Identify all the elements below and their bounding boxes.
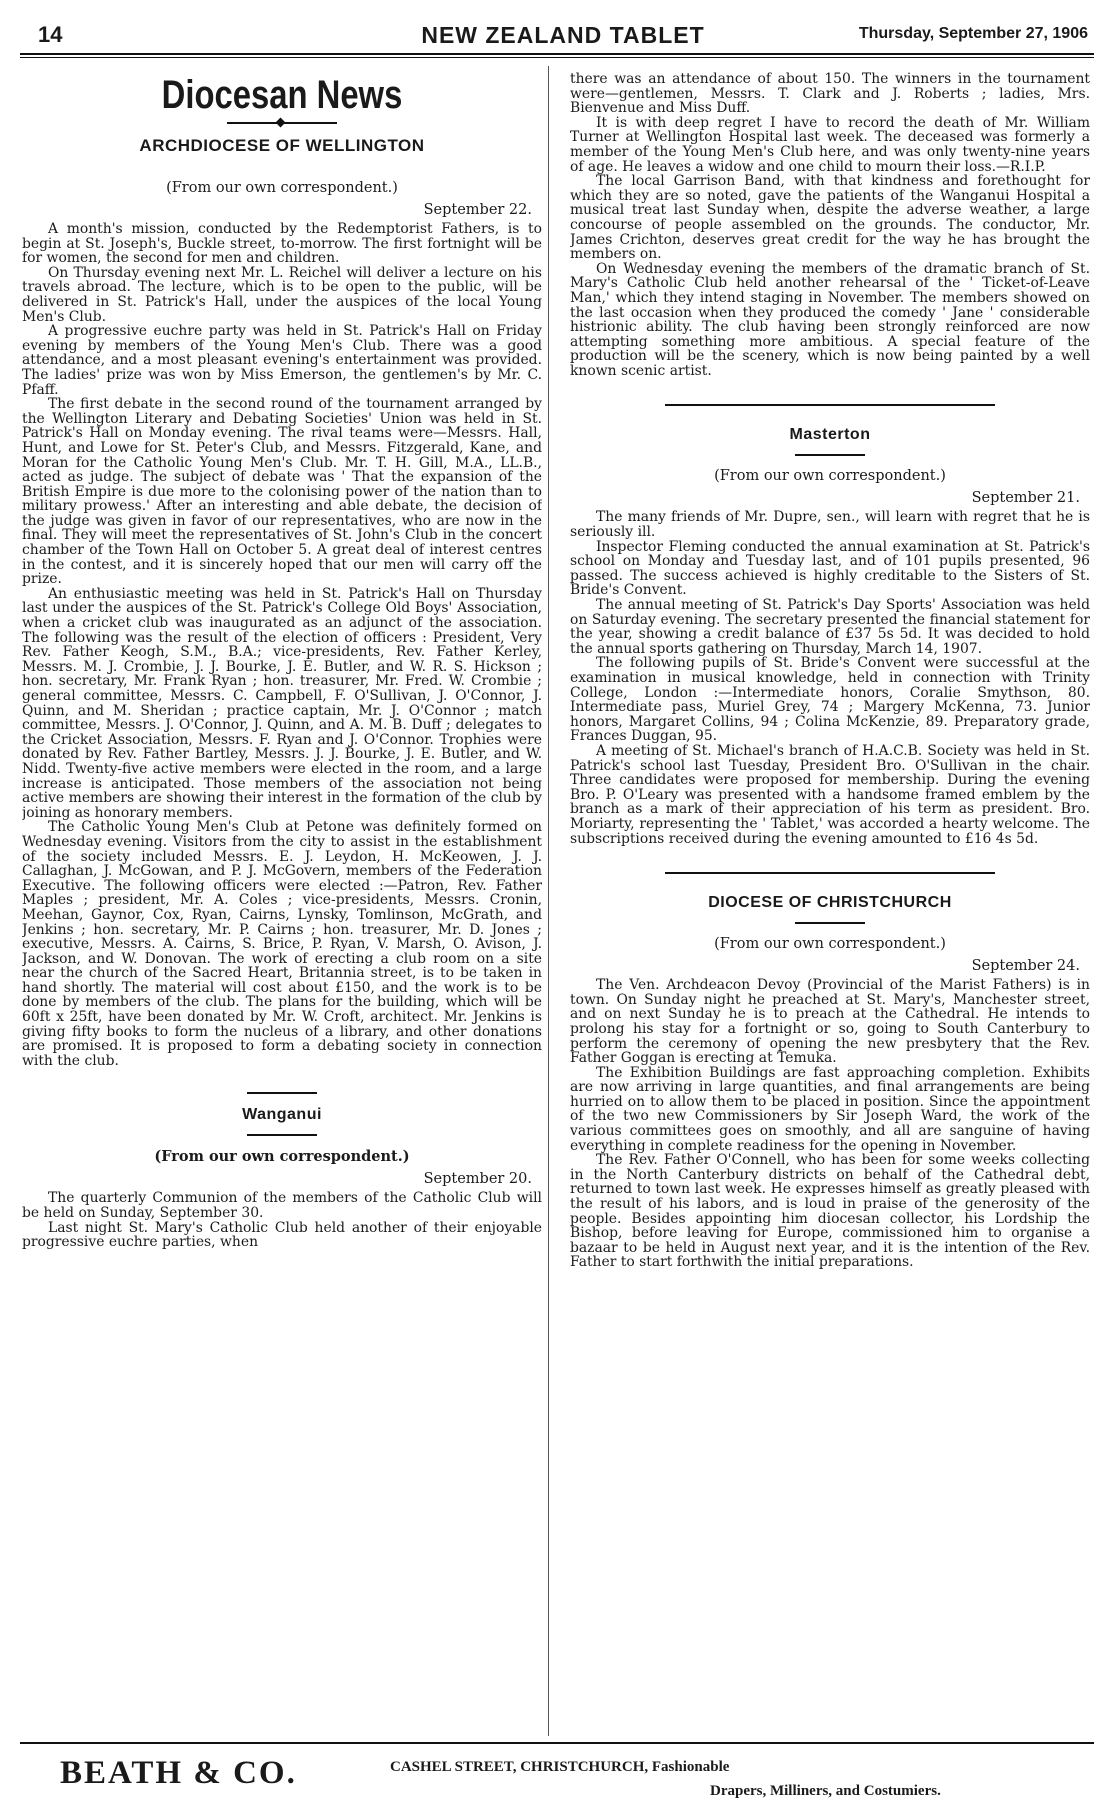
masthead <box>38 22 1088 52</box>
article-paragraph: The Exhibition Buildings are fast approaching completion. Exhibits are now arriving in large quantities, and final arrangements are being hurried on to allow them to be placed in position. Since the appointment of the two new Commissioners by Sir Joseph Ward, the work of the various committees goes on smoothly, and all are sanguine of having everything in complete readiness for the opening in November. <box>570 1064 1090 1154</box>
advertiser-trades: Drapers, Milliners, and Costumiers. <box>710 1783 941 1799</box>
article-paragraph: A meeting of St. Michael's branch of H.A.C.B. Society was held in St. Patrick's school last Tuesday, President Bro. O'Sullivan in the chair. Three candidates were proposed for membership. During the evening Bro. P. O'Leary was presented with a handsome framed emblem by the branch as a mark of their appreciation of his term as president. Bro. Moriarty, representing the ' Tablet,' was accorded a hearty welcome. The subscriptions received during the evening amounted to £16 4s 5d. <box>570 742 1090 847</box>
publication-title: NEW ZEALAND TABLET <box>421 22 705 48</box>
article-paragraph: there was an attendance of about 150. The winners in the tournament were—gentlemen, Messrs. T. Clark and J. Roberts ; ladies, Mrs. Bienvenue and Miss Duff. <box>570 72 1090 117</box>
article-paragraph: The local Garrison Band, with that kindness and forethought for which they are so noted, gave the patients of the Wanganui Hospital a musical treat last Sunday when, despite the adverse weather, a large concourse of people assembled on the grounds. The conductor, Mr. James Crichton, deserves great credit for the way he has brought the members on. <box>570 173 1090 263</box>
right-column <box>570 72 1090 1737</box>
article-paragraph: The Catholic Young Men's Club at Petone was definitely formed on Wednesday evening. Visitors from the city to assist in the establishment of the society included Messrs. E. J. Leydon, H. McKeowen, J. J. Callaghan, J. McGowan, and P. J. McGovern, members of the Federation Executive. The following officers were elected :—Patron, Rev. Father Maples ; president, Mr. A. Coles ; vice-presidents, Messrs. Cronin, Meehan, Gaynor, Cox, Ryan, Cairns, Lynsky, Tomlinson, McGrath, and Jenkins ; hon. secretary, Mr. P. Cairns ; hon. treasurer, Mr. D. Jones ; executive, Messrs. A. Cairns, S. Brice, P. Ryan, V. Marsh, O. Avison, J. Jackson, and W. Donovan. The work of erecting a club room on a site near the church of the Sacred Heart, Britannia street, is to be taken in hand shortly. The material will cost about £150, and the work is to be done by members of the club. The plans for the building, which will be 60ft x 25ft, have been donated by Mr. W. Croft, architect. Mr. Jenkins is giving fifty books to form the nucleus of a library, and other donations are promised. It is proposed to form a debating society in connection with the club. <box>22 819 542 1069</box>
section-rule <box>247 1092 317 1094</box>
article-paragraph: The annual meeting of St. Patrick's Day Sports' Association was held on Saturday evening. The secretary presented the financial statement for the year, showing a credit balance of £37 5s 5d. It was decided to hold the annual sports gathering on Thursday, March 14, 1907. <box>570 597 1090 657</box>
section-rule <box>795 454 865 456</box>
section-heading-masterton: Masterton <box>789 426 871 444</box>
section-rule <box>665 404 995 406</box>
article-paragraph: An enthusiastic meeting was held in St. Patrick's Hall on Thursday last under the auspices of the St. Patrick's College Old Boys' Association, when a cricket club was inaugurated as an adjunct of the association. The following was the result of the election of officers : President, Very Rev. Father Keogh, S.M., B.A.; vice-presidents, Rev. Father Kerley, Messrs. M. J. Crombie, J. J. Bourke, J. E. Butler, and W. R. S. Hickson ; hon. secretary, Mr. Frank Ryan ; hon. treasurer, Mr. Fred. W. Crombie ; general committee, Messrs. C. Campbell, F. O'Sullivan, J. O'Connor, J. Quinn, and M. Sheridan ; practice captain, Mr. J. O'Connor ; match committee, Messrs. J. O'Connor, J. Quinn, and A. M. B. Duff ; delegates to the Cricket Association, Messrs. F. Ryan and J. O'Connor. Trophies were donated by Rev. Father Bartley, Messrs. J. J. Bourke, J. E. Butler, and W. Nidd. Twenty-five active members were elected in the room, and a large increase is anticipated. Those members of the association not being active members are showing their interest in the formation of the club by joining as honorary members. <box>22 585 542 821</box>
dateline: September 22. <box>423 202 532 218</box>
correspondent-line: (From our own correspondent.) <box>714 468 946 485</box>
dateline: September 20. <box>423 1171 532 1188</box>
article-paragraph: The Rev. Father O'Connell, who has been for some weeks collecting in the North Canterbury districts on behalf of the Cathedral debt, returned to town last week. He expresses himself as greatly pleased with the result of his labors, and is loud in praise of the generosity of the people. Besides appointing him diocesan collector, his Lordship the Bishop, before leaving for Europe, commissioned him to organise a bazaar to be held in August next year, and it is the intention of the Rev. Father to start forthwith the initial preparations. <box>570 1152 1090 1271</box>
masthead-rule-thin <box>20 57 1094 58</box>
column-divider <box>548 66 549 1736</box>
article-paragraph: The first debate in the second round of the tournament arranged by the Wellington Literary and Debating Societies' Union was held in St. Patrick's Hall on Monday evening. The rival teams were—Messrs. Hall, Hunt, and Lowe for St. Peter's Club, and Messrs. Fitzgerald, Kane, and Moran for the Catholic Young Men's Club. Mr. T. H. Gill, M.A., LL.B., acted as judge. The subject of debate was ' That the expansion of the British Empire is due more to the colonising power of the nation than to military prowess.' After an interesting and able debate, the decision of the judge was given in favor of our representatives, who are now in the final. They will meet the representatives of St. John's Club in the concert chamber of the Town Hall on October 5. A great deal of interest centres in the contest, and it is sincerely hoped that our men will carry off the prize. <box>22 396 542 588</box>
left-column <box>22 72 542 1737</box>
correspondent-line: (From our own correspondent.) <box>154 1148 410 1166</box>
masthead-rule <box>20 53 1094 55</box>
section-rule <box>665 872 995 874</box>
section-heading-wanganui: Wanganui <box>242 1106 322 1124</box>
article-paragraph: The following pupils of St. Bride's Convent were successful at the examination in musical knowledge, held in connection with Trinity College, London :—Intermediate honors, Coralie Smythson, 80. Intermediate pass, Muriel Grey, 74 ; Margery McKenna, 73. Junior honors, Margaret Collins, 94 ; Colina McKenzie, 89. Preparatory grade, Frances Duggan, 95. <box>570 655 1090 745</box>
article-paragraph: It is with deep regret I have to record the death of Mr. William Turner at Wellington Hospital last week. The deceased was formerly a member of the Young Men's Club here, and was only twenty-nine years of age. He leaves a widow and one child to mourn their loss.—R.I.P. <box>570 114 1090 175</box>
article-paragraph: On Wednesday evening the members of the dramatic branch of St. Mary's Catholic Club held another rehearsal of the ' Ticket-of-Leave Man,' which they intend staging in November. The members showed on the last occasion when they produced the comedy ' Jane ' considerable histrionic ability. The club having been strongly reinforced are now attempting something more ambitious. A special feature of the production will be the scenery, which is now being painted by a well known scenic artist. <box>570 260 1090 379</box>
article-paragraph: On Thursday evening next Mr. L. Reichel will deliver a lecture on his travels abroad. The lecture, which is to be open to the public, will be delivered in St. Patrick's Hall, under the auspices of the local Young Men's Club. <box>22 264 542 325</box>
article-paragraph: The many friends of Mr. Dupre, sen., will learn with regret that he is seriously ill. <box>570 509 1090 541</box>
article-paragraph: A progressive euchre party was held in St. Patrick's Hall on Friday evening by members of the Young Men's Club. There was a good attendance, and a most pleasant evening's entertainment was provided. The ladies' prize was won by Miss Emerson, the gentlemen's by Mr. C. Pfaff. <box>22 323 542 398</box>
section-heading-wellington: ARCHDIOCESE OF WELLINGTON <box>139 136 425 155</box>
article-paragraph: Inspector Fleming conducted the annual examination at St. Patrick's school on Monday and Tuesday last, and of 101 pupils presented, 96 passed. The success achieved is highly creditable to the Sisters of St. Bride's Convent. <box>570 538 1090 599</box>
advertiser-address: CASHEL STREET, CHRISTCHURCH, Fashionable <box>390 1759 730 1775</box>
dateline: September 21. <box>971 490 1080 507</box>
footer-rule <box>20 1742 1094 1744</box>
dateline: September 24. <box>971 958 1080 975</box>
page-number: 14 <box>38 22 63 47</box>
article-paragraph: The Ven. Archdeacon Devoy (Provincial of the Marist Fathers) is in town. On Sunday night he preached at St. Mary's, Manchester street, and on next Sunday he is to preach at the Cathedral. He intends to prolong his stay for a fortnight or so, going to South Canterbury to perform the ceremony of opening the new presbytery that the Rev. Father Goggan is erecting at Temuka. <box>570 977 1090 1067</box>
ornament-divider <box>227 122 337 124</box>
article-paragraph: The quarterly Communion of the members of the Catholic Club will be held on Sunday, September 30. <box>22 1190 542 1222</box>
correspondent-line: (From our own correspondent.) <box>714 936 946 953</box>
article-paragraph: Last night St. Mary's Catholic Club held another of their enjoyable progressive euchre parties, when <box>22 1219 542 1251</box>
section-heading-christchurch: DIOCESE OF CHRISTCHURCH <box>708 894 952 912</box>
advertiser-name: BEATH & CO. <box>60 1755 297 1791</box>
footer-advertisement <box>60 1755 1060 1805</box>
article-paragraph: A month's mission, conducted by the Redemptorist Fathers, is to begin at St. Joseph's, Buckle street, to-morrow. The first fortnight will be for women, the second for men and children. <box>22 221 542 267</box>
page-title: Diocesan News <box>161 73 403 117</box>
correspondent-line: (From our own correspondent.) <box>166 180 398 196</box>
section-rule <box>247 1134 317 1136</box>
issue-date: Thursday, September 27, 1906 <box>858 25 1088 42</box>
section-rule <box>795 922 865 924</box>
